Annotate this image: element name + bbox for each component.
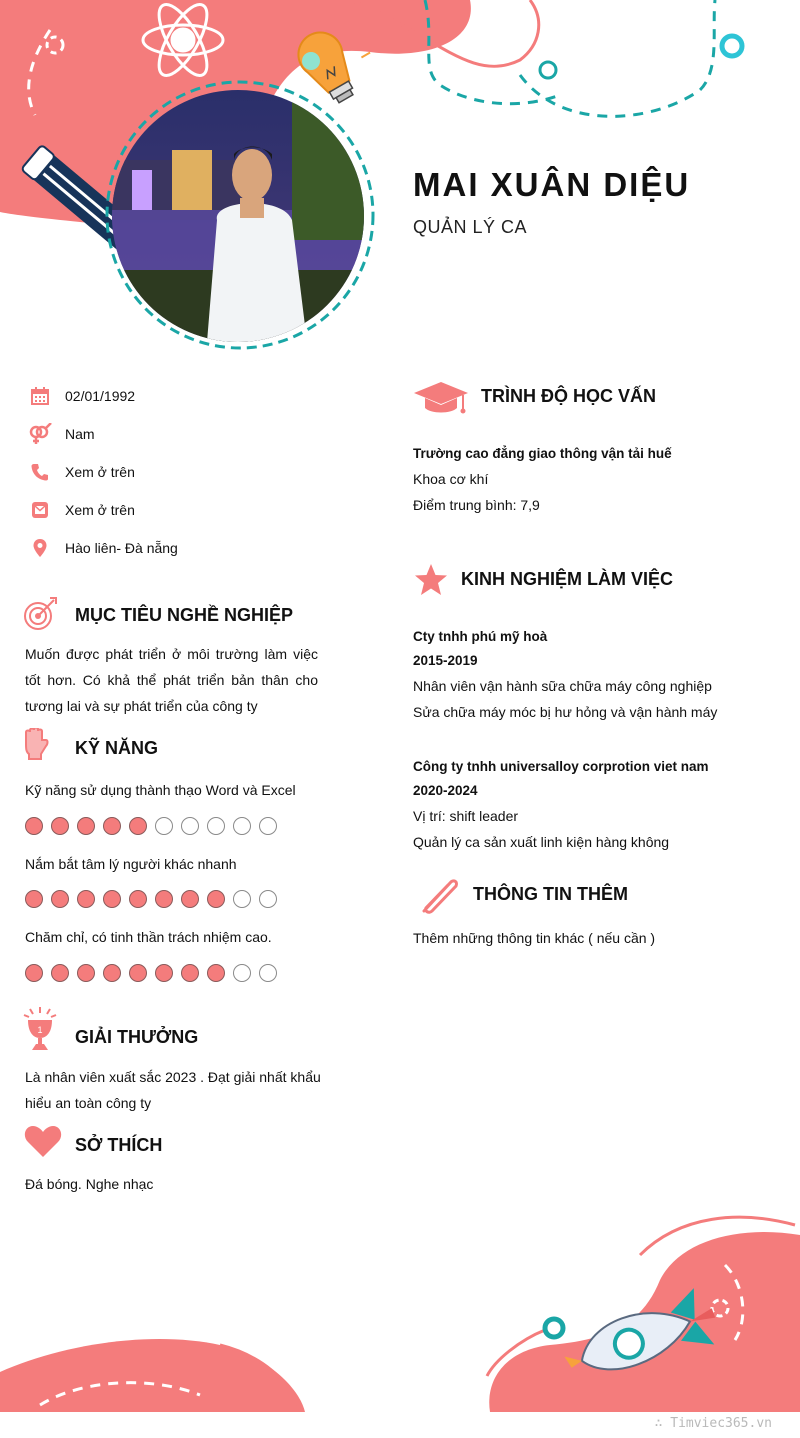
education-faculty: Khoa cơ khí bbox=[413, 471, 489, 487]
job-company: Công ty tnhh universalloy corprotion viet nam bbox=[413, 759, 709, 774]
job-description: Vị trí: shift leader bbox=[413, 808, 519, 824]
rating-dot-filled bbox=[129, 817, 147, 835]
mail-icon bbox=[28, 498, 52, 522]
rating-dot-filled bbox=[51, 964, 69, 982]
contact-row-address bbox=[28, 536, 178, 560]
star-icon bbox=[413, 562, 449, 598]
education-title: TRÌNH ĐỘ HỌC VẤN bbox=[481, 386, 656, 406]
awards-title: GIẢI THƯỞNG bbox=[75, 1027, 199, 1047]
rating-dot-filled bbox=[155, 890, 173, 908]
education-school: Trường cao đẳng giao thông vận tải huế bbox=[413, 446, 672, 461]
trophy-icon bbox=[22, 1006, 58, 1042]
skill-name: Chăm chỉ, có tinh thần trách nhiệm cao. bbox=[25, 929, 272, 945]
skill-rating bbox=[25, 964, 277, 982]
rating-dot-empty bbox=[233, 890, 251, 908]
paperclip-icon bbox=[416, 875, 460, 915]
job-description: Quản lý ca sản xuất linh kiện hàng không bbox=[413, 834, 670, 850]
rating-dot-filled bbox=[51, 817, 69, 835]
contact-row-gender bbox=[28, 422, 95, 446]
calendar-icon bbox=[28, 384, 52, 408]
contact-text: Xem ở trên bbox=[65, 502, 135, 518]
contact-text: Nam bbox=[65, 426, 95, 442]
rating-dot-filled bbox=[103, 964, 121, 982]
rating-dot-filled bbox=[207, 964, 225, 982]
contact-text: Xem ở trên bbox=[65, 464, 135, 480]
rating-dot-filled bbox=[207, 890, 225, 908]
awards-text-line2: hiểu an toàn công ty bbox=[25, 1095, 152, 1111]
job-period: 2020-2024 bbox=[413, 783, 478, 798]
watermark: ∴ Timviec365.vn bbox=[654, 1416, 772, 1431]
job-period: 2015-2019 bbox=[413, 653, 478, 668]
rating-dot-filled bbox=[181, 964, 199, 982]
extra-text: Thêm những thông tin khác ( nếu cần ) bbox=[413, 930, 656, 946]
target-icon bbox=[22, 596, 58, 632]
job-description: Nhân viên vận hành sữa chữa máy công nghiệp bbox=[413, 678, 712, 694]
hobbies-text: Đá bóng. Nghe nhạc bbox=[25, 1176, 154, 1192]
job-description: Sửa chữa máy móc bị hư hỏng và vận hành máy bbox=[413, 704, 718, 720]
profile-photo bbox=[112, 90, 364, 342]
graduation-cap-icon bbox=[413, 380, 469, 416]
rating-dot-filled bbox=[129, 890, 147, 908]
rating-dot-empty bbox=[233, 817, 251, 835]
location-pin-icon bbox=[28, 536, 52, 560]
rating-dot-filled bbox=[77, 817, 95, 835]
rating-dot-empty bbox=[259, 964, 277, 982]
rating-dot-empty bbox=[233, 964, 251, 982]
skill-name: Nắm bắt tâm lý người khác nhanh bbox=[25, 856, 237, 872]
skill-name: Kỹ năng sử dụng thành thạo Word và Excel bbox=[25, 782, 296, 798]
skill-rating bbox=[25, 890, 277, 908]
education-gpa: Điểm trung bình: 7,9 bbox=[413, 497, 540, 513]
rating-dot-filled bbox=[181, 890, 199, 908]
rating-dot-filled bbox=[25, 817, 43, 835]
objective-title: MỤC TIÊU NGHỀ NGHIỆP bbox=[75, 605, 294, 625]
heart-icon bbox=[24, 1124, 60, 1160]
contact-text: 02/01/1992 bbox=[65, 388, 136, 404]
rating-dot-empty bbox=[181, 817, 199, 835]
svg-text:1: 1 bbox=[37, 1025, 43, 1035]
rating-dot-filled bbox=[25, 890, 43, 908]
fist-icon bbox=[22, 728, 58, 764]
extra-title: THÔNG TIN THÊM bbox=[473, 884, 628, 904]
rating-dot-filled bbox=[103, 890, 121, 908]
contact-row-birthday bbox=[28, 384, 135, 408]
contact-row-phone bbox=[28, 460, 135, 484]
candidate-name: MAI XUÂN DIỆU bbox=[413, 166, 691, 203]
experience-title: KINH NGHIỆM LÀM VIỆC bbox=[461, 569, 674, 589]
rating-dot-filled bbox=[155, 964, 173, 982]
rating-dot-filled bbox=[103, 817, 121, 835]
rating-dot-empty bbox=[207, 817, 225, 835]
awards-text-line1: Là nhân viên xuất sắc 2023 . Đạt giải nhất khẩu bbox=[25, 1069, 321, 1085]
gender-icon bbox=[28, 422, 52, 446]
rating-dot-empty bbox=[259, 817, 277, 835]
rating-dot-filled bbox=[77, 964, 95, 982]
rating-dot-filled bbox=[77, 890, 95, 908]
skills-title: KỸ NĂNG bbox=[75, 738, 159, 758]
rating-dot-filled bbox=[51, 890, 69, 908]
rating-dot-filled bbox=[25, 964, 43, 982]
job-company: Cty tnhh phú mỹ hoà bbox=[413, 629, 548, 644]
rating-dot-filled bbox=[129, 964, 147, 982]
hobbies-title: SỞ THÍCH bbox=[75, 1135, 163, 1155]
skill-rating bbox=[25, 817, 277, 835]
objective-text: Muốn được phát triển ở môi trường làm việc tốt hơn. Có khả thể phát triển bản thân cho tương lai và sự phát triển của công ty bbox=[25, 646, 318, 714]
job-title: QUẢN LÝ CA bbox=[413, 217, 528, 237]
phone-icon bbox=[28, 460, 52, 484]
rating-dot-empty bbox=[155, 817, 173, 835]
contact-text: Hào liên- Đà nẵng bbox=[65, 540, 178, 556]
rating-dot-empty bbox=[259, 890, 277, 908]
contact-row-email bbox=[28, 498, 135, 522]
